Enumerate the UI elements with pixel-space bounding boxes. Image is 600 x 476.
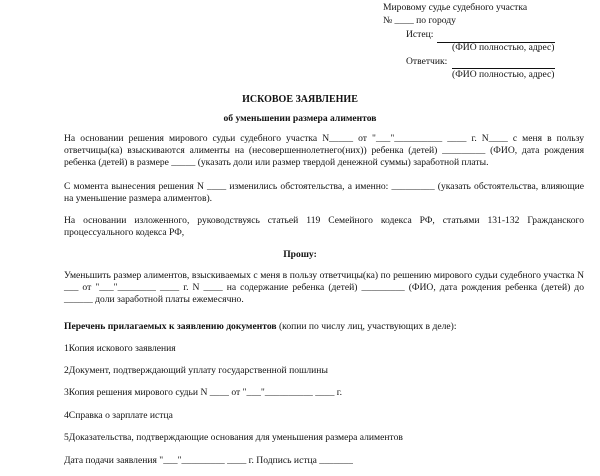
request-heading: Прошу: <box>283 249 317 260</box>
attachment-item-5: 5Доказательства, подтверждающие основания для уменьшения размера алиментов <box>64 432 403 443</box>
header-defendant: Ответчик: <box>406 56 448 67</box>
submission-date-signature: Дата подачи заявления "___"_________ ____ г. Подпись истца _______ <box>64 455 353 466</box>
header-defendant-fio: (ФИО полностью, адрес) <box>452 69 555 80</box>
header-plaintiff-fio: (ФИО полностью, адрес) <box>452 42 555 53</box>
header-to-court: Мировому судье судебного участка <box>383 2 528 13</box>
attachment-item-4: 4Справка о зарплате истца <box>64 410 173 421</box>
document-title: ИСКОВОЕ ЗАЯВЛЕНИЕ <box>242 94 358 105</box>
attachments-heading <box>64 321 457 333</box>
header-plaintiff: Истец: <box>406 29 434 40</box>
request-paragraph: Уменьшить размер алиментов, взыскиваемых с меня в пользу ответчицы(ка) по решению мирового судьи судебного участка N ___ от "___"________ ____ г. N ____ на содержание ребенка (детей) _________ (ФИО, дата рождения ребенка (детей) до ______ доли заработной платы ежемесячно. <box>64 270 584 305</box>
header-court-number: № ____ по городу <box>383 15 456 26</box>
paragraph-1: На основании решения мирового судьи судебного участка N_____ от "___"__________ ____ г. N____ с меня в пользу ответчицы(ка) взыскиваются алименты на (несовершеннолетнего(них)) ребенка (детей) _________ (ФИО, дата рождения ребенка (детей) в размере _____ (указать доли или размер твердой денежной суммы) заработной платы. <box>64 133 584 168</box>
attachments-heading-bold: Перечень прилагаемых к заявлению документов <box>64 321 277 332</box>
paragraph-2: С момента вынесения решения N ____ изменились обстоятельства, а именно: _________ (указать обстоятельства, влияющие на уменьшение размера алиментов). <box>64 181 584 204</box>
attachment-item-3: 3Копия решения мирового судьи N ____ от "___"__________ ____ г. <box>64 387 343 398</box>
paragraph-3: На основании изложенного, руководствуясь статьей 119 Семейного кодекса РФ, статьями 131-132 Гражданского процессуального кодекса РФ, <box>64 215 584 238</box>
attachments-heading-rest: (копии по числу лиц, участвующих в деле): <box>276 321 457 332</box>
document-subtitle: об уменьшении размера алиментов <box>223 113 377 124</box>
attachment-item-2: 2Документ, подтверждающий уплату государственной пошлины <box>64 365 328 376</box>
attachment-item-1: 1Копия искового заявления <box>64 343 176 354</box>
